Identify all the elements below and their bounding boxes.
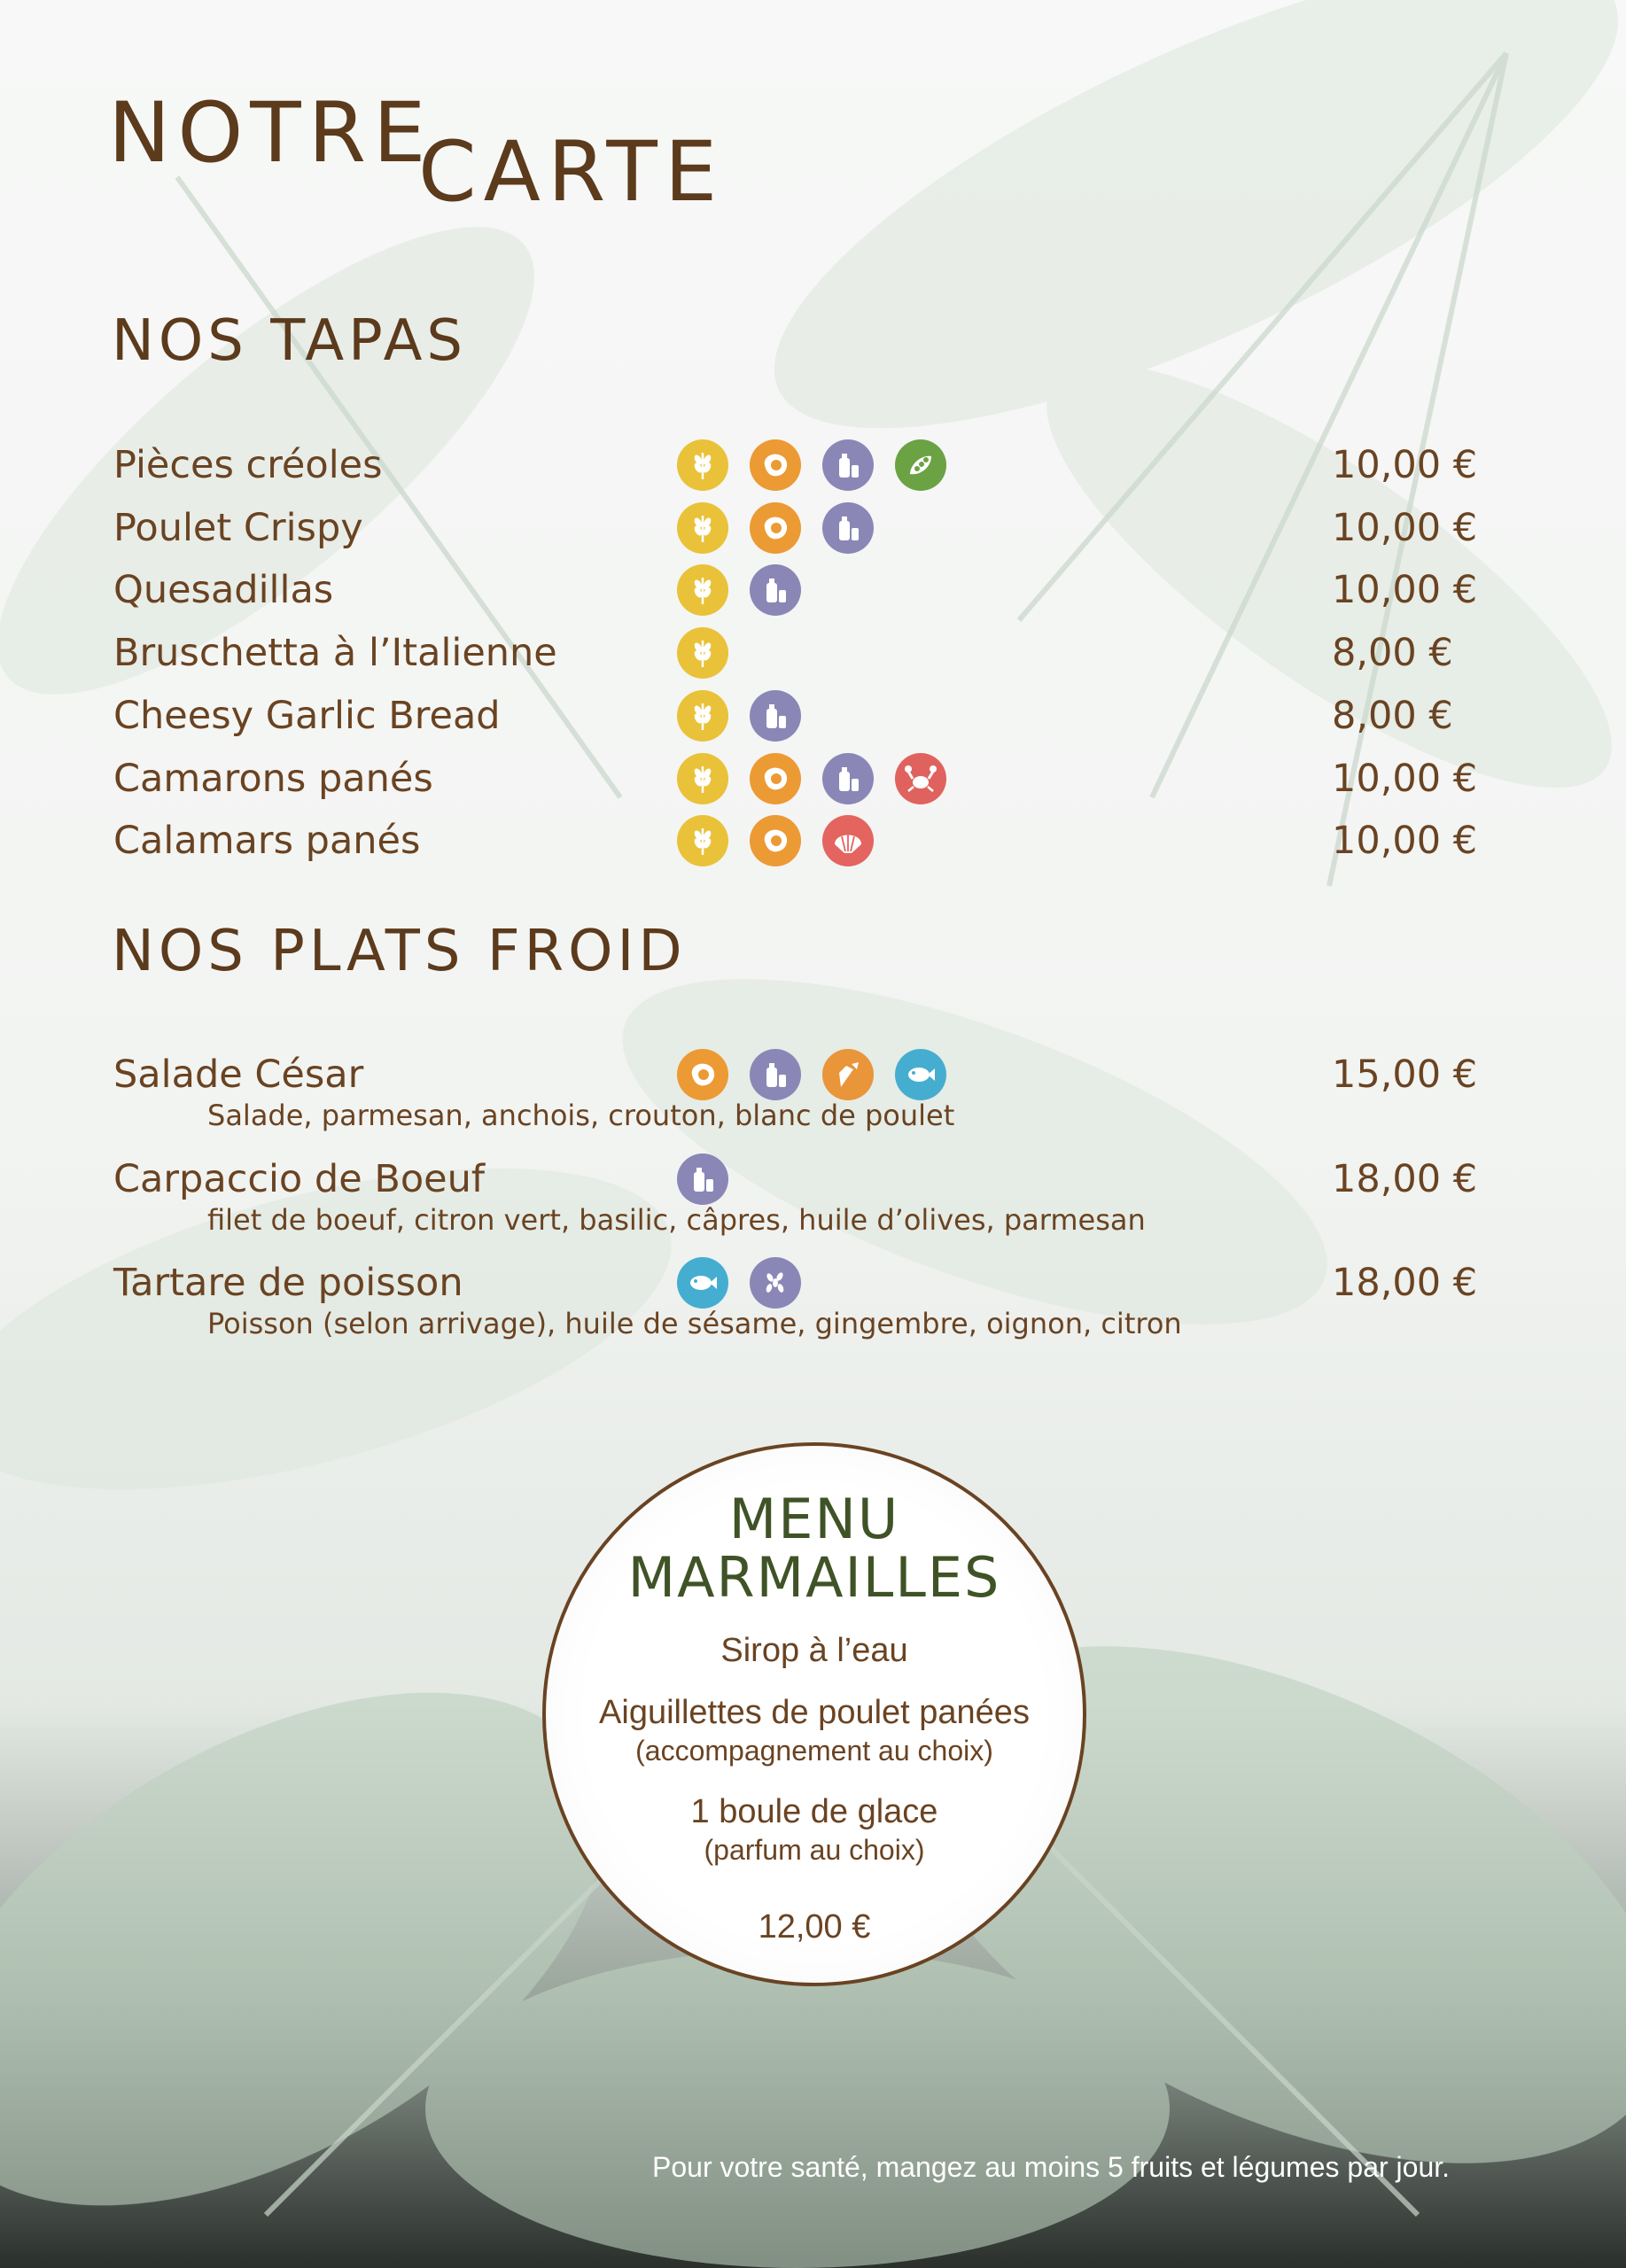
milk-icon	[822, 502, 874, 554]
fish-icon	[895, 1049, 946, 1100]
milk-icon	[822, 753, 874, 804]
menu-item	[113, 506, 1478, 568]
menu-item-price: 10,00 €	[1332, 819, 1478, 864]
menu-item-name: Calamars panés	[113, 819, 421, 864]
page-title-line1: NOTRE	[108, 85, 433, 182]
gluten-icon	[677, 502, 728, 554]
menu-item	[113, 1052, 1478, 1132]
kids-menu-title-line2: MARMAILLES	[627, 1545, 1001, 1610]
menu-item-description: filet de boeuf, citron vert, basilic, câpres, huile d’olives, parmesan	[207, 1202, 1146, 1237]
section-title-plats-froid: NOS PLATS FROID	[112, 919, 687, 984]
kids-menu-title-line1: MENU	[728, 1487, 900, 1551]
menu-item-price: 10,00 €	[1332, 443, 1478, 487]
sesame-icon	[750, 1257, 801, 1309]
menu-item-price: 18,00 €	[1332, 1156, 1478, 1201]
kids-menu-dessert-note: (parfum au choix)	[704, 1834, 925, 1866]
menu-item	[113, 443, 1478, 505]
kids-menu-drink: Sirop à l’eau	[720, 1632, 908, 1669]
menu-item	[113, 694, 1478, 756]
health-notice: Pour votre santé, mangez au moins 5 fruits et légumes par jour.	[652, 2151, 1451, 2183]
gluten-icon	[677, 815, 728, 866]
milk-icon	[750, 1049, 801, 1100]
menu-item	[113, 819, 1478, 881]
menu-item-name: Bruschetta à l’Italienne	[113, 631, 557, 676]
menu-item-name: Pièces créoles	[113, 443, 383, 487]
menu-item-price: 8,00 €	[1332, 693, 1453, 738]
soy-icon	[895, 439, 946, 491]
gluten-icon	[677, 753, 728, 804]
section-title-tapas: NOS TAPAS	[112, 308, 468, 374]
milk-icon	[750, 690, 801, 742]
menu-item-name: Cheesy Garlic Bread	[113, 693, 501, 738]
kids-menu-badge	[542, 1442, 1086, 1986]
gluten-icon	[677, 439, 728, 491]
menu-item-name: Quesadillas	[113, 568, 334, 613]
egg-icon	[750, 815, 801, 866]
milk-icon	[677, 1153, 728, 1205]
gluten-icon	[677, 564, 728, 616]
kids-menu-price: 12,00 €	[758, 1908, 871, 1946]
mollusc-icon	[822, 815, 874, 866]
menu-item	[113, 631, 1478, 693]
egg-icon	[677, 1049, 728, 1100]
menu-item-description: Salade, parmesan, anchois, crouton, blanc de poulet	[207, 1099, 955, 1132]
kids-menu-main: Aiguillettes de poulet panées	[599, 1694, 1030, 1731]
milk-icon	[750, 564, 801, 616]
kids-menu-dessert: 1 boule de glace	[690, 1793, 938, 1830]
gluten-icon	[677, 627, 728, 679]
fish-icon	[677, 1257, 728, 1309]
menu-item-name: Poulet Crispy	[113, 505, 363, 550]
page-title-line2: CARTE	[418, 124, 725, 221]
menu-item-price: 18,00 €	[1332, 1261, 1478, 1305]
menu-item-name: Carpaccio de Boeuf	[113, 1156, 485, 1201]
gluten-icon	[677, 690, 728, 742]
mustard-icon	[822, 1049, 874, 1100]
menu-item-price: 10,00 €	[1332, 568, 1478, 613]
menu-item-price: 10,00 €	[1332, 505, 1478, 550]
menu-item	[113, 757, 1478, 819]
egg-icon	[750, 439, 801, 491]
menu-item	[113, 568, 1478, 630]
menu-item-price: 10,00 €	[1332, 756, 1478, 801]
menu-item-price: 15,00 €	[1332, 1052, 1478, 1097]
menu-item-name: Camarons panés	[113, 756, 433, 801]
menu-item-description: Poisson (selon arrivage), huile de sésame, gingembre, oignon, citron	[207, 1307, 1182, 1340]
egg-icon	[750, 502, 801, 554]
egg-icon	[750, 753, 801, 804]
menu-item	[113, 1156, 1478, 1237]
menu-item-name: Tartare de poisson	[113, 1261, 463, 1305]
crustacean-icon	[895, 753, 946, 804]
menu-item-price: 8,00 €	[1332, 631, 1453, 676]
kids-menu-main-note: (accompagnement au choix)	[635, 1735, 993, 1767]
menu-item	[113, 1261, 1478, 1340]
milk-icon	[822, 439, 874, 491]
menu-item-name: Salade César	[113, 1052, 364, 1097]
